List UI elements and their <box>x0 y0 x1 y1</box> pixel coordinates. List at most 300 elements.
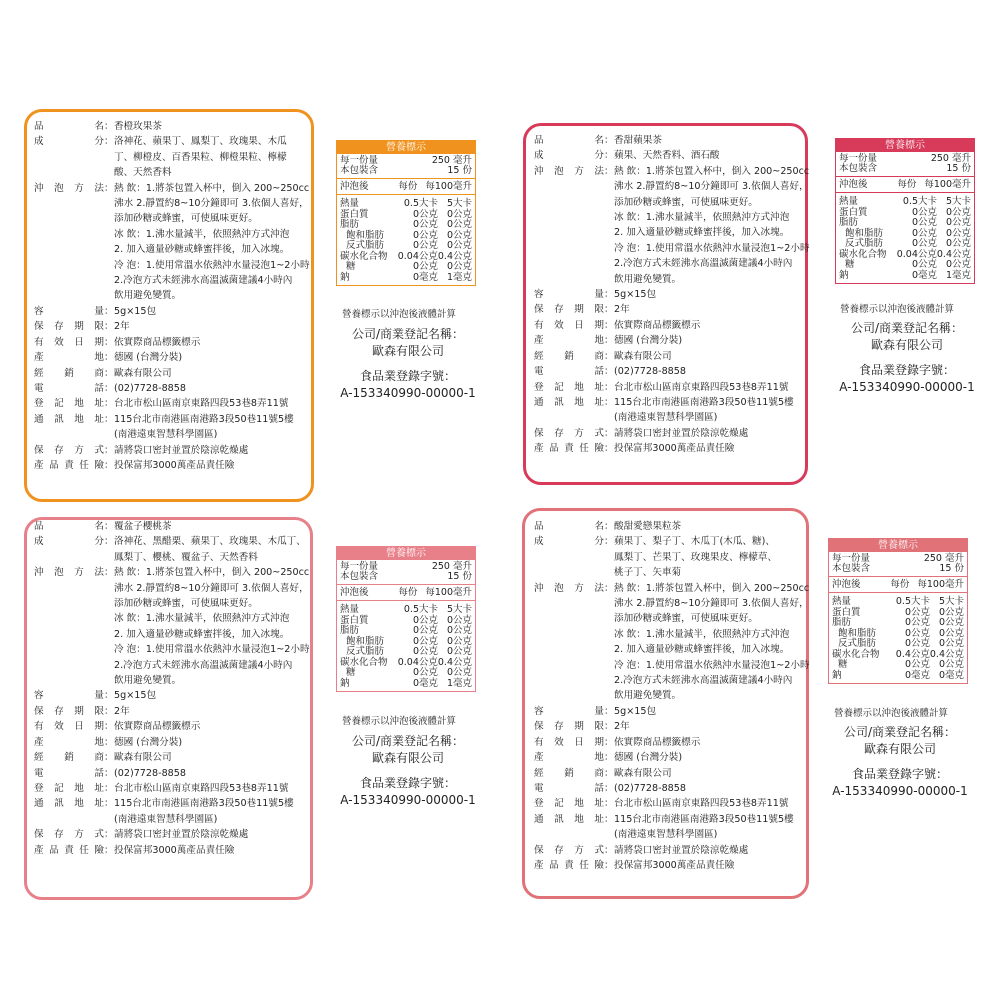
info-row-product <box>34 119 306 134</box>
nutrition-row <box>839 239 971 250</box>
field-value <box>614 781 806 796</box>
nutrition-rows <box>337 601 475 691</box>
info-row-origin <box>34 350 306 365</box>
nutrient-per-100ml: 0公克 <box>945 259 971 270</box>
nutrition-row <box>340 626 472 637</box>
field-colon: ： <box>104 690 114 702</box>
field-value <box>114 443 306 458</box>
field-value-line: 飲用避免變質。 <box>614 690 682 702</box>
nutrient-per-serving: 0公克 <box>904 638 930 649</box>
field-label: 成分 <box>34 536 104 548</box>
nutrition-columns <box>836 177 974 193</box>
field-colon: ： <box>104 752 114 764</box>
field-value-line: 冷 泡：1.使用常溫水依熱沖水量浸泡1~2小時 <box>114 644 310 656</box>
nutrition-rows <box>337 195 475 285</box>
field-value <box>614 364 804 379</box>
field-value-line: 冷 泡：1.使用常溫水依熱沖水量浸泡1~2小時 <box>114 259 310 271</box>
nutrient-per-100ml: 0.4公克 <box>936 248 971 260</box>
nutrient-per-100ml: 0公克 <box>446 219 472 230</box>
field-value-line: 台北市松山區南京東路四段53巷8弄11號 <box>614 381 789 393</box>
info-row-brew <box>34 181 310 304</box>
info-row-brew <box>34 565 310 688</box>
nutrition-title: 營養標示 <box>836 139 974 152</box>
field-colon: ： <box>104 121 114 132</box>
field-value-line: 添加砂糖或蜂蜜，可使風味更好。 <box>614 613 758 625</box>
food-reg-label: 食品業登錄字號： <box>851 767 948 781</box>
field-value <box>114 134 306 180</box>
field-value-line: 台北市松山區南京東路四段53巷8弄11號 <box>114 398 289 410</box>
field-colon: ： <box>604 705 614 717</box>
field-label: 產地 <box>34 736 104 748</box>
field-value-line: 飲用避免變質。 <box>114 290 182 302</box>
field-value <box>614 287 804 302</box>
info-row-capacity <box>534 287 804 302</box>
info-row-phone <box>34 381 306 396</box>
field-value-line: (南港遠東智慧科學園區) <box>614 412 718 424</box>
nutrient-name: 鈉 <box>340 271 350 283</box>
field-value-line: 沸水 2.靜置約8~10分鐘即可 3.依個人喜好， <box>114 582 309 594</box>
field-colon: ： <box>104 413 114 425</box>
field-colon: ： <box>604 135 614 146</box>
nutrition-row <box>832 618 964 629</box>
info-row-reg_addr <box>534 380 804 395</box>
field-value-line: 2.冷泡方式未經沸水高溫滅菌建議4小時內 <box>614 258 793 270</box>
field-value <box>114 704 306 719</box>
info-row-brew <box>534 581 810 704</box>
field-value <box>614 735 806 750</box>
count-value: 15 份 <box>447 165 472 176</box>
food-reg-number: A-153340990-00000-1 <box>839 380 975 394</box>
field-value-line: 蘋果丁、梨子丁、木瓜丁(木瓜、糖)、 <box>614 536 775 548</box>
count-label: 本包裝含 <box>340 571 379 582</box>
field-value <box>114 366 306 381</box>
field-colon: ： <box>104 767 114 779</box>
nutrient-name: 熱量 <box>839 196 859 207</box>
nutrient-per-serving: 0公克 <box>412 625 438 636</box>
nutrient-per-100ml: 0公克 <box>945 227 971 239</box>
field-label: 成分 <box>34 136 104 148</box>
nutrient-per-100ml: 0公克 <box>938 617 964 628</box>
nutrient-per-serving: 0公克 <box>412 208 438 220</box>
field-colon: ： <box>604 319 614 331</box>
field-label: 保存期限 <box>534 304 604 316</box>
info-row-mail_addr <box>534 395 804 426</box>
per-serving-label: 每份 <box>398 587 418 598</box>
per-100ml-label: 每100毫升 <box>425 587 472 598</box>
field-label: 品名 <box>34 521 104 532</box>
field-value <box>114 335 306 350</box>
nutrient-per-serving: 0.04公克 <box>397 250 438 262</box>
nutrient-per-serving: 0毫克 <box>412 677 438 689</box>
field-value <box>614 395 804 426</box>
field-value-line: 2.冷泡方式未經沸水高溫滅菌建議4小時內 <box>614 675 793 687</box>
field-value <box>614 349 804 364</box>
field-value <box>114 827 306 842</box>
field-value <box>614 704 806 719</box>
field-label: 有效日期 <box>34 336 104 348</box>
nutrient-name: 蛋白質 <box>340 208 369 220</box>
field-colon: ： <box>104 321 114 333</box>
field-value-line: 投保富邦3000萬產品責任險 <box>614 859 735 871</box>
nutrient-per-serving: 0公克 <box>904 627 930 639</box>
field-value-line: 冰 飲：1.沸水量減半，依照熱沖方式沖泡 <box>114 613 290 625</box>
field-value-line: 2年 <box>614 304 630 316</box>
nutrient-per-serving: 0公克 <box>412 219 438 230</box>
info-row-product <box>534 133 804 148</box>
info-row-reg_addr <box>534 796 806 811</box>
field-value-line: 德國 (台灣分裝) <box>614 335 683 347</box>
nutrition-title: 營養標示 <box>337 547 475 560</box>
nutrient-per-100ml: 0公克 <box>446 208 472 220</box>
field-value-line: (02)7728-8858 <box>114 767 186 779</box>
field-colon: ： <box>104 136 114 148</box>
field-colon: ： <box>604 381 614 393</box>
field-label: 登記地址 <box>34 782 104 794</box>
nutrient-per-100ml: 0公克 <box>446 229 472 241</box>
field-value-line: (南港遠東智慧科學園區) <box>114 813 218 825</box>
field-colon: ： <box>604 859 614 871</box>
serving-value: 250 毫升 <box>431 155 472 166</box>
nutrient-name: 熱量 <box>832 596 852 607</box>
field-value <box>614 133 804 148</box>
info-row-distributor <box>34 750 306 765</box>
nutrient-per-serving: 0.5大卡 <box>902 196 937 207</box>
nutrient-per-100ml: 1毫克 <box>446 677 472 689</box>
field-value-line: 2年 <box>114 321 130 333</box>
field-value <box>614 766 806 781</box>
nutrient-name: 反式脂肪 <box>346 646 385 657</box>
field-colon: ： <box>604 736 614 748</box>
product-info-raspberry <box>34 519 310 858</box>
info-row-reg_addr <box>34 781 306 796</box>
field-colon: ： <box>604 289 614 301</box>
nutrient-per-serving: 0.04公克 <box>896 248 937 260</box>
nutrient-name: 蛋白質 <box>832 606 861 618</box>
serving-label: 每一份量 <box>839 153 878 164</box>
nutrient-name: 反式脂肪 <box>845 238 884 249</box>
field-colon: ： <box>104 705 114 717</box>
serving-labels <box>839 154 877 174</box>
field-label: 容量 <box>534 705 604 717</box>
field-value-line: 台北市松山區南京東路四段53巷8弄11號 <box>114 782 289 794</box>
field-label: 產地 <box>34 352 104 364</box>
nutrition-title: 營養標示 <box>829 539 967 552</box>
nutrition-row <box>832 660 964 671</box>
nutrition-serving <box>829 552 967 577</box>
nutrient-per-serving: 0.5大卡 <box>403 198 438 209</box>
field-value-line: 依實際商品標籤標示 <box>114 721 201 733</box>
nutrient-per-100ml: 0公克 <box>446 667 472 678</box>
field-colon: ： <box>104 444 114 456</box>
nutrition-columns <box>337 179 475 195</box>
field-value <box>614 380 804 395</box>
nutrient-name: 熱量 <box>340 198 360 209</box>
serving-values <box>924 554 964 574</box>
nutrient-per-serving: 0公克 <box>412 646 438 657</box>
field-value <box>114 519 306 534</box>
nutrition-row <box>340 241 472 252</box>
field-label: 保存方式 <box>534 844 604 856</box>
nutrient-per-100ml: 0公克 <box>938 627 964 639</box>
info-row-distributor <box>534 349 804 364</box>
nutrient-per-serving: 0公克 <box>904 617 930 628</box>
nutrient-name: 飽和脂肪 <box>845 227 884 239</box>
field-label: 品名 <box>534 521 604 532</box>
field-colon: ： <box>604 443 614 455</box>
count-label: 本包裝含 <box>839 163 878 174</box>
nutrition-serving <box>337 560 475 585</box>
field-value-line: 添加砂糖或蜂蜜，可使風味更好。 <box>614 196 758 208</box>
field-value <box>114 412 306 443</box>
field-value-line: (南港遠東智慧科學園區) <box>614 829 718 841</box>
column-headers <box>398 181 472 192</box>
field-label: 品名 <box>534 135 604 146</box>
field-value-line: 鳳梨丁、芒果丁、玫瑰果皮、檸檬草、 <box>614 551 778 563</box>
nutrient-name: 鈉 <box>839 269 849 281</box>
field-value-line: 香橙玫果茶 <box>114 121 162 132</box>
field-label: 保存期限 <box>534 721 604 733</box>
nutrient-name: 反式脂肪 <box>838 638 877 649</box>
field-value-line: 115台北市南港區南港路3段50巷11號5樓 <box>114 798 294 810</box>
serving-labels <box>340 156 378 176</box>
info-row-distributor <box>534 766 806 781</box>
field-value-line: (02)7728-8858 <box>614 782 686 794</box>
nutrition-row <box>832 597 964 608</box>
nutrient-per-serving: 0公克 <box>412 614 438 626</box>
field-colon: ： <box>604 150 614 162</box>
nutrient-per-serving: 0公克 <box>911 217 937 228</box>
field-label: 容量 <box>534 289 604 301</box>
field-colon: ： <box>104 182 114 194</box>
field-colon: ： <box>604 582 614 594</box>
nutrient-per-serving: 0.5大卡 <box>895 596 930 607</box>
info-row-phone <box>34 766 306 781</box>
field-value <box>614 858 806 873</box>
field-value <box>614 148 804 163</box>
field-value-line: 熱 飲：1.將茶包置入杯中，倒入 200~250cc <box>614 582 810 594</box>
field-value <box>114 181 310 304</box>
info-row-insurance <box>34 843 306 858</box>
nutrition-row <box>340 262 472 273</box>
field-label: 登記地址 <box>534 381 604 393</box>
nutrition-table-orange <box>336 140 476 286</box>
nutrition-row <box>839 197 971 208</box>
field-value-line: 2年 <box>614 721 630 733</box>
nutrient-name: 碳水化合物 <box>340 250 388 262</box>
field-value-line: 酸甜愛戀果粒茶 <box>614 521 682 532</box>
field-value <box>614 796 806 811</box>
info-row-capacity <box>34 688 306 703</box>
field-value <box>614 441 804 456</box>
field-label: 保存方式 <box>34 444 104 456</box>
after-brew-label: 沖泡後 <box>839 179 868 190</box>
nutrition-row <box>340 605 472 616</box>
field-label: 沖泡方法 <box>534 582 604 594</box>
field-label: 產品責任險 <box>534 859 604 871</box>
field-colon: ： <box>104 367 114 379</box>
field-value-line: (02)7728-8858 <box>114 382 186 394</box>
food-reg-number: A-153340990-00000-1 <box>832 784 968 798</box>
nutrient-per-100ml: 0毫克 <box>938 669 964 681</box>
field-colon: ： <box>104 398 114 410</box>
field-colon: ： <box>604 366 614 378</box>
field-value <box>114 735 306 750</box>
info-row-storage <box>534 843 806 858</box>
field-label: 經銷商 <box>534 767 604 779</box>
field-value <box>614 302 804 317</box>
info-row-origin <box>34 735 306 750</box>
field-value-line: 冷 泡：1.使用常溫水依熱沖水量浸泡1~2小時 <box>614 242 810 254</box>
field-label: 產地 <box>534 752 604 764</box>
field-value-line: 飲用避免變質。 <box>114 675 182 687</box>
column-headers <box>398 587 472 598</box>
field-label: 品名 <box>34 121 104 132</box>
nutrition-rows <box>836 193 974 283</box>
field-value-line: 德國 (台灣分裝) <box>114 352 183 364</box>
nutrient-per-100ml: 0公克 <box>945 206 971 218</box>
nutrient-name: 糖 <box>845 259 855 270</box>
info-row-insurance <box>34 458 306 473</box>
field-value-line: 冰 飲：1.沸水量減半，依照熱沖方式沖泡 <box>114 228 290 240</box>
field-value-line: 冰 飲：1.沸水量減半，依照熱沖方式沖泡 <box>614 212 790 224</box>
field-colon: ： <box>104 336 114 348</box>
info-row-storage <box>534 426 804 441</box>
info-row-ingredients <box>34 534 306 565</box>
field-label: 電話 <box>34 382 104 394</box>
nutrient-name: 脂肪 <box>832 617 852 628</box>
field-value <box>614 812 806 843</box>
after-brew-label: 沖泡後 <box>340 587 369 598</box>
info-row-shelf <box>34 319 306 334</box>
field-colon: ： <box>604 335 614 347</box>
nutrient-per-serving: 0公克 <box>412 667 438 678</box>
field-label: 電話 <box>34 767 104 779</box>
nutrient-per-serving: 0公克 <box>412 229 438 241</box>
info-row-mail_addr <box>34 796 306 827</box>
nutrient-per-serving: 0公克 <box>911 238 937 249</box>
field-value-line: 5g×15包 <box>114 305 157 317</box>
field-value <box>114 119 306 134</box>
nutrition-row <box>839 260 971 271</box>
nutrient-per-100ml: 1毫克 <box>446 271 472 283</box>
field-value-line: 2. 加入適量砂糖或蜂蜜拌後，加入冰塊。 <box>114 244 290 256</box>
field-value <box>114 381 306 396</box>
field-value-line: 請將袋口密封並置於陰涼乾燥處 <box>114 444 249 456</box>
field-label: 保存期限 <box>34 321 104 333</box>
info-row-phone <box>534 364 804 379</box>
field-label: 通訊地址 <box>34 798 104 810</box>
field-colon: ： <box>604 844 614 856</box>
nutrient-name: 脂肪 <box>839 217 859 228</box>
nutrient-name: 碳水化合物 <box>340 656 388 668</box>
field-colon: ： <box>104 352 114 364</box>
nutrient-name: 飽和脂肪 <box>838 627 877 639</box>
nutrient-per-100ml: 5大卡 <box>446 604 472 615</box>
nutrition-table-fruit <box>828 538 968 684</box>
field-value-line: 鳳梨丁、櫻桃、覆盆子、天然香料 <box>114 551 258 563</box>
serving-labels <box>340 562 378 582</box>
info-row-product <box>34 519 306 534</box>
field-colon: ： <box>104 829 114 841</box>
field-value-line: 添加砂糖或蜂蜜，可使風味更好。 <box>114 598 258 610</box>
field-value-line: 冰 飲：1.沸水量減半，依照熱沖方式沖泡 <box>614 628 790 640</box>
nutrient-name: 糖 <box>346 667 356 678</box>
serving-labels <box>832 554 870 574</box>
nutrient-per-serving: 0公克 <box>904 659 930 670</box>
nutrient-per-serving: 0公克 <box>412 635 438 647</box>
field-value-line: 115台北市南港區南港路3段50巷11號5樓 <box>114 413 294 425</box>
field-value <box>114 750 306 765</box>
field-value-line: 依實際商品標籤標示 <box>614 319 701 331</box>
field-value-line: 飲用避免變質。 <box>614 273 682 285</box>
nutrient-per-serving: 0公克 <box>904 606 930 618</box>
product-info-apple <box>534 133 810 457</box>
nutrient-name: 飽和脂肪 <box>346 635 385 647</box>
field-value-line: 德國 (台灣分裝) <box>114 736 183 748</box>
field-value-line: 洛神花、黑醋栗、蘋果丁、玫瑰果、木瓜丁、 <box>114 536 306 548</box>
info-row-expiry <box>34 335 306 350</box>
nutrition-row <box>340 273 472 284</box>
nutrition-row <box>340 679 472 690</box>
field-value-line: 2. 加入適量砂糖或蜂蜜拌後，加入冰塊。 <box>614 644 790 656</box>
nutrient-name: 鈉 <box>340 677 350 689</box>
nutrient-per-serving: 0毫克 <box>911 269 937 281</box>
field-value-line: (02)7728-8858 <box>614 366 686 378</box>
field-value <box>114 796 306 827</box>
field-colon: ： <box>104 382 114 394</box>
field-label: 電話 <box>534 782 604 794</box>
nutrient-per-serving: 0.5大卡 <box>403 604 438 615</box>
field-value <box>614 750 806 765</box>
info-row-shelf <box>534 302 804 317</box>
nutrient-name: 蛋白質 <box>839 206 868 218</box>
nutrient-per-100ml: 0公克 <box>945 217 971 228</box>
field-value <box>114 534 306 565</box>
company-name: 歐森有限公司 <box>863 742 936 756</box>
per-100ml-label: 每100毫升 <box>924 179 971 190</box>
nutrient-name: 糖 <box>346 261 356 272</box>
nutrient-name: 糖 <box>838 659 848 670</box>
nutrient-name: 熱量 <box>340 604 360 615</box>
field-value <box>114 396 306 411</box>
nutrient-per-serving: 0公克 <box>412 240 438 251</box>
field-colon: ： <box>604 813 614 825</box>
nutrition-note: 營養標示以沖泡後液體計算 <box>834 708 949 719</box>
info-row-ingredients <box>534 148 804 163</box>
field-label: 有效日期 <box>534 319 604 331</box>
field-value-line: 熱 飲：1.將茶包置入杯中，倒入 200~250cc <box>114 182 310 194</box>
serving-value: 250 毫升 <box>923 553 964 564</box>
nutrient-name: 鈉 <box>832 669 842 681</box>
serving-value: 250 毫升 <box>930 153 971 164</box>
field-value <box>614 318 804 333</box>
field-value-line: 歐森有限公司 <box>614 350 672 362</box>
field-value <box>614 519 806 534</box>
info-row-origin <box>534 750 806 765</box>
after-brew-label: 沖泡後 <box>340 181 369 192</box>
field-label: 產品責任險 <box>34 459 104 471</box>
food-reg-label: 食品業登錄字號： <box>359 776 456 790</box>
nutrient-per-serving: 0毫克 <box>904 669 930 681</box>
product-info-orange <box>34 119 310 473</box>
serving-values <box>432 156 472 176</box>
nutrient-per-100ml: 1毫克 <box>945 269 971 281</box>
field-value-line: (南港遠東智慧科學園區) <box>114 429 218 441</box>
field-value-line: 115台北市南港區南港路3段50巷11號5樓 <box>614 813 794 825</box>
nutrient-name: 蛋白質 <box>340 614 369 626</box>
nutrient-per-serving: 0公克 <box>911 227 937 239</box>
nutrition-row <box>340 220 472 231</box>
